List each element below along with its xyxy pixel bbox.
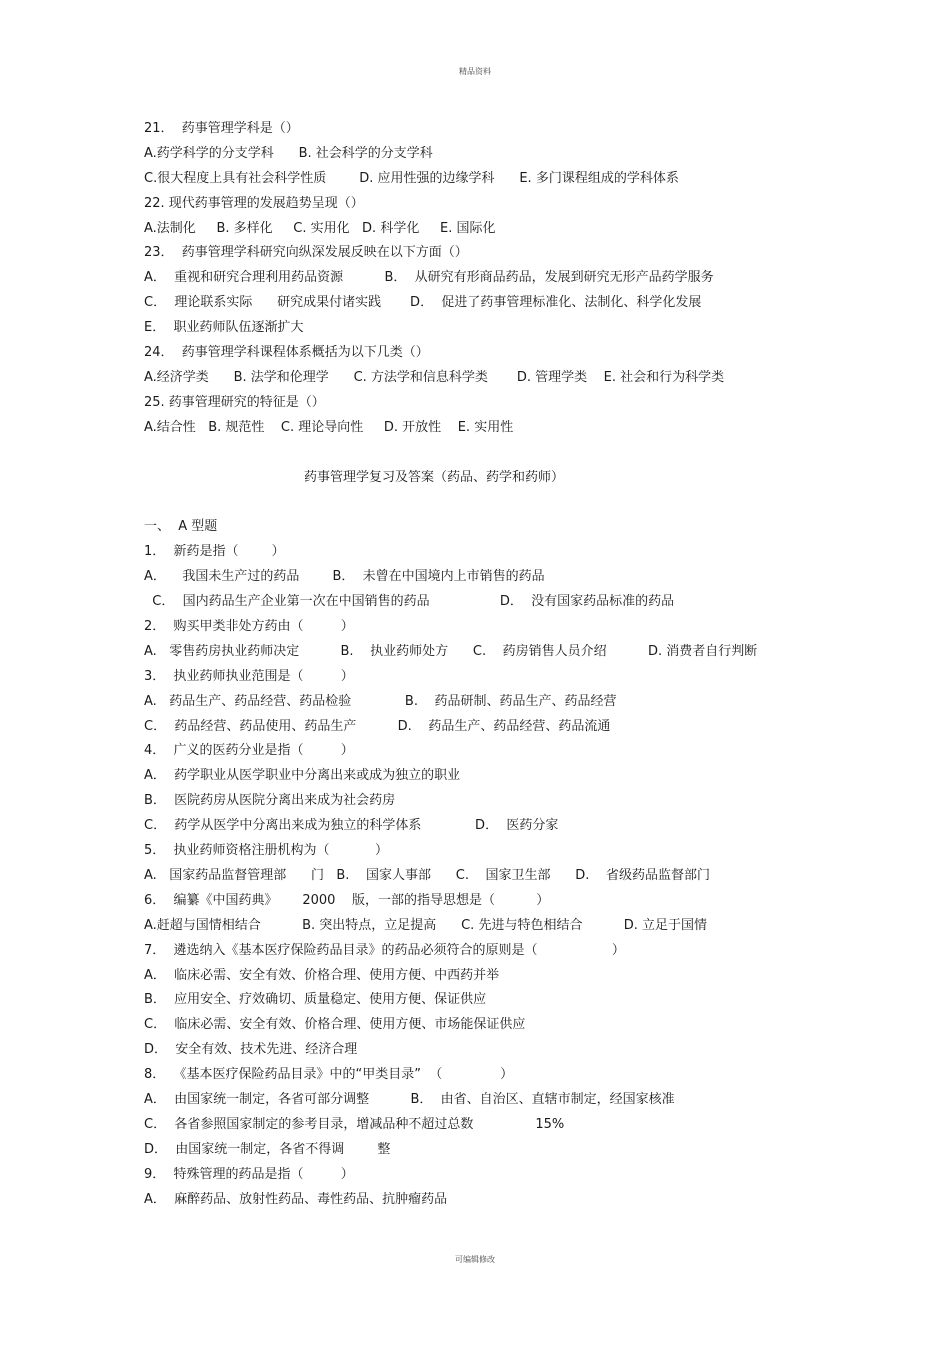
section-review-questions [144,117,904,441]
option-line: D． 安全有效、技术先进、经济合理 [144,1042,358,1058]
option-line: A． 重视和研究合理利用药品资源 B． 从研究有形商品药品，发展到研究无形产品药学服务 [144,270,714,286]
option-line: A. 药品生产、药品经营、药品检验 B. 药品研制、药品生产、药品经营 [144,693,617,709]
question-line: 2． 购买甲类非处方药由（ ） [144,619,354,635]
option-line: E． 职业药师队伍逐渐扩大 [144,320,304,336]
option-line: A． 麻醉药品、放射性药品、毒性药品、抗肿瘤药品 [144,1191,448,1207]
option-line: B． 医院药房从医院分离出来成为社会药房 [144,793,396,809]
question-line: 9． 特殊管理的药品是指（ ） [144,1166,354,1182]
question-line: 24． 药事管理学科课程体系概括为以下几类（） [144,345,429,361]
section-a-type-questions [144,515,904,1212]
option-line: D． 由国家统一制定，各省不得调 整 [144,1141,391,1157]
question-line: 25. 药事管理研究的特征是（） [144,394,325,410]
question-line: 6． 编纂《中国药典》 2000 版，一部的指导思想是（ ） [144,892,550,908]
option-line: A.药学科学的分支学科 B. 社会科学的分支学科 [144,145,433,161]
question-line: 1． 新药是指（ ） [144,544,285,560]
question-line: 5． 执业药师资格注册机构为（ ） [144,843,388,859]
option-line: C． 国内药品生产企业第一次在中国销售的药品 D． 没有国家药品标准的药品 [144,594,675,610]
option-line: C． 临床必需、安全有效、价格合理、使用方便、市场能保证供应 [144,1017,526,1033]
option-line: C． 药品经营、药品使用、药品生产 D. 药品生产、药品经营、药品流通 [144,718,611,734]
question-line: 23． 药事管理学科研究向纵深发展反映在以下方面（） [144,245,468,261]
document-body [144,117,904,1212]
question-line: 22. 现代药事管理的发展趋势呈现（） [144,195,364,211]
page-header: 精品资料 [459,67,491,76]
question-line: 3． 执业药师执业范围是（ ） [144,668,354,684]
option-line: C． 各省参照国家制定的参考目录，增减品种不超过总数 15% [144,1116,565,1132]
option-line: C． 药学从医学中分离出来成为独立的科学体系 D． 医药分家 [144,818,559,834]
question-line: 8． 《基本医疗保险药品目录》中的“甲类目录” （ ） [144,1067,514,1083]
option-line: A.经济学类 B. 法学和伦理学 C. 方法学和信息科学类 D. 管理学类 E. 社会和行为科学类 [144,369,725,385]
option-line: A.法制化 B. 多样化 C. 实用化 D. 科学化 E. 国际化 [144,220,496,236]
section-title: 药事管理学复习及答案（药品、药学和药师） [303,469,564,485]
question-line: 21． 药事管理学科是（） [144,121,299,136]
option-line: C． 理论联系实际 研究成果付诸实践 D． 促进了药事管理标准化、法制化、科学化发展 [144,295,702,311]
option-line: A． 药学职业从医学职业中分离出来或成为独立的职业 [144,768,461,784]
page-footer: 可编辑修改 [455,1255,495,1264]
option-line: A． 临床必需、安全有效、价格合理、使用方便、中西药并举 [144,967,500,983]
option-line: A.赶超与国情相结合 B. 突出特点，立足提高 C. 先进与特色相结合 D. 立足于国情 [144,917,708,933]
question-line: 7． 遴选纳入《基本医疗保险药品目录》的药品必须符合的原则是（ ） [144,942,625,958]
option-line: A． 由国家统一制定，各省可部分调整 B． 由省、自治区、直辖市制定，经国家核准 [144,1091,675,1107]
question-line: 4． 广义的医药分业是指（ ） [144,743,354,759]
option-line: A.结合性 B. 规范性 C. 理论导向性 D. 开放性 E. 实用性 [144,419,514,435]
option-line: A． 我国未生产过的药品 B． 未曾在中国境内上市销售的药品 [144,569,545,585]
option-line: A. 零售药房执业药师决定 B. 执业药师处方 C. 药房销售人员介绍 D. 消费者自行判断 [144,643,758,659]
option-line: A. 国家药品监督管理部 门 B. 国家人事部 C. 国家卫生部 D. 省级药品监督部门 [144,867,710,883]
subsection-heading: 一、 A 型题 [144,519,218,535]
option-line: B． 应用安全、疗效确切、质量稳定、使用方便、保证供应 [144,992,487,1008]
option-line: C.很大程度上具有社会科学性质 D. 应用性强的边缘学科 E. 多门课程组成的学科体系 [144,170,679,186]
